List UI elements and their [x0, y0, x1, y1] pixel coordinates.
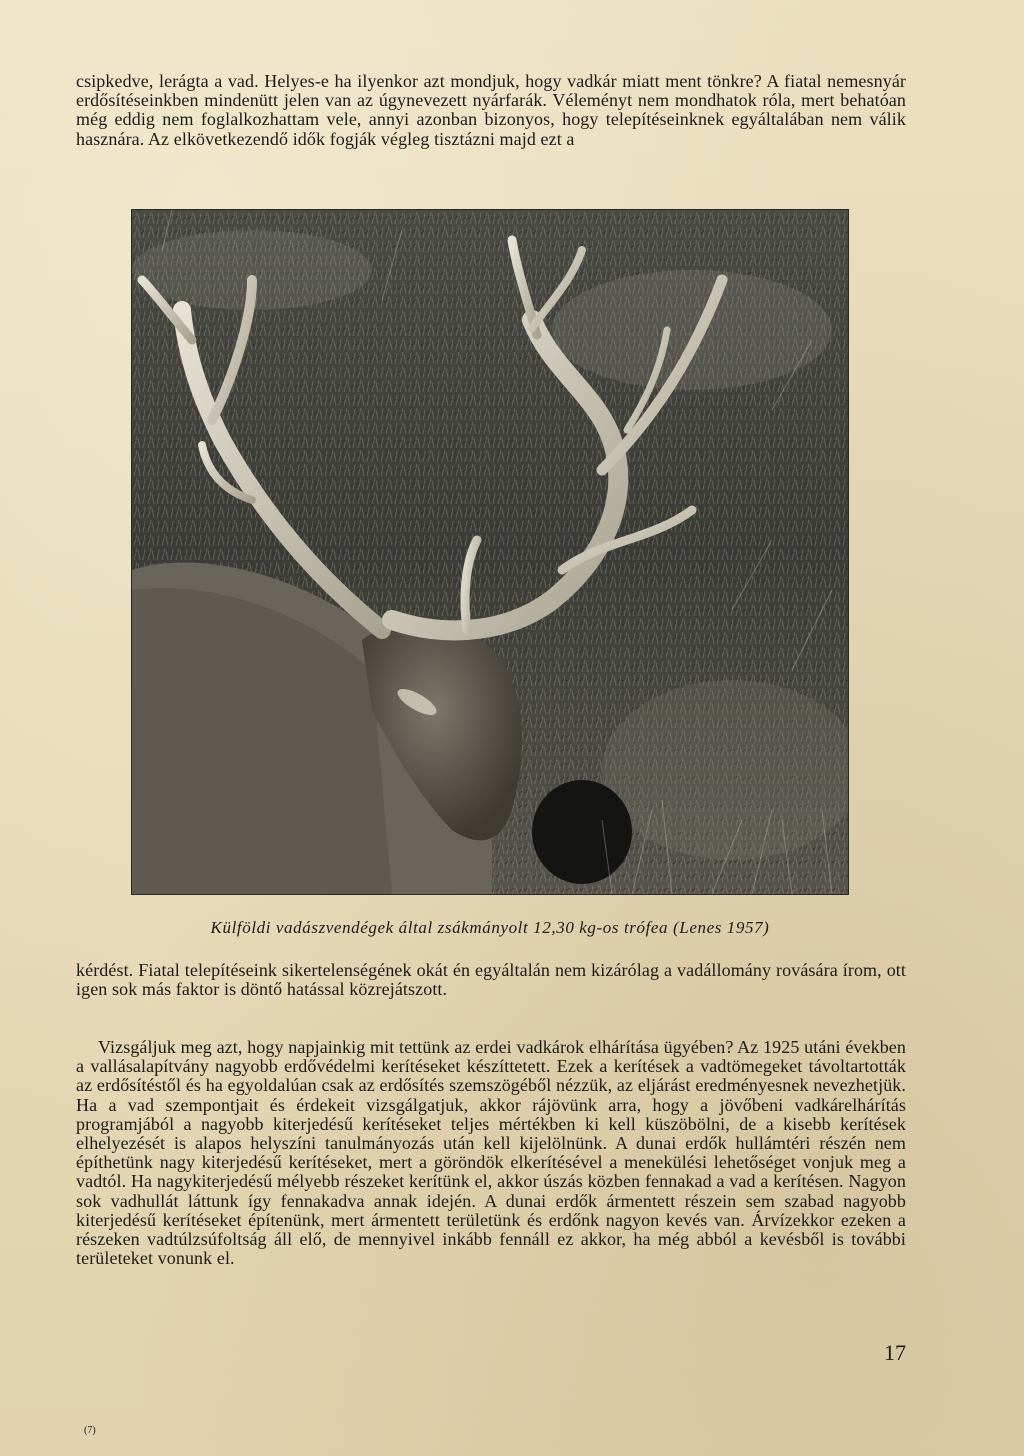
page-number: 17: [884, 1340, 906, 1365]
figure-caption: Külföldi vadászvendégek által zsákmányolt 12,30 kg-os trófea (Lenes 1957): [210, 918, 770, 937]
red-deer-trophy-photo: [132, 210, 848, 894]
body-paragraph-1: kérdést. Fiatal telepítéseink sikertelenségének okát én egyáltalán nem kizárólag a vadállomány rovására írom, ott igen sok más faktor is döntő hatással közrejátszott.: [76, 960, 906, 1000]
body-paragraph-top: csipkedve, lerágta a vad. Helyes-e ha ilyenkor azt mondjuk, hogy vadkár miatt ment tönkre? A fiatal nemesnyár erdősítéseinkben mindenütt jelen van az úgynevezett nyárfarák. Véleményt nem mondhatok róla, mert behatóan még eddig nem foglalkozhattam vele, annyi azonban bizonyos, hogy telepítéseinknek egyáltalában nem válik hasznára. Az elkövetkezendő idők fogják végleg tisztázni majd ezt a: [76, 71, 906, 149]
body-paragraph-2: Vizsgáljuk meg azt, hogy napjainkig mit tettünk az erdei vadkárok elhárítása ügyében? Az 1925 utáni években a vallásalapítvány nagyobb erdővédelmi kerítéseket készíttetett. Ezek a kerítések a vadtömegeket távoltartották az erdősítéstől és ha egyoldalúan csak az erdősítés szemszögéből nézzük, az eljárást eredményesnek nevezhetjük. Ha a vad szempontjait és érdekeit vizsgálgatjuk, akkor rájövünk arra, hogy a jövőbeni vadkárelhárítás programjából a nagyobb kiterjedésű kerítéseket teljes mértékben ki kell küszöbölni, de a kisebb kerítések elhelyezését is alapos helyszíni tanulmányozás után kell kijelölnünk. A dunai erdők hullámtéri részén nem építhetünk nagy kiterjedésű kerítéseket, mert a göröndök elkerítésével a menekülési lehetőséget vonjuk meg a vadtól. Ha nagykiterjedésű mélyebb részeket kerítünk el, akkor úszás közben fennakad a vad a kerítésen. Nagyon sok vadhullát láttunk így fennakadva annak idején. A dunai erdők ármentett részein sem szabad nagyobb kiterjedésű kerítéseket építenünk, mert ármentett területünk és erdőnk nagyon kevés van. Árvízekkor ezeken a részeken vadtúlzsúfoltság áll elő, de mennyivel inkább fennáll ez akkor, ha még abból a kevésből is további területeket vonunk el.: [76, 1037, 906, 1269]
footnote-mark: (7): [84, 1425, 96, 1436]
